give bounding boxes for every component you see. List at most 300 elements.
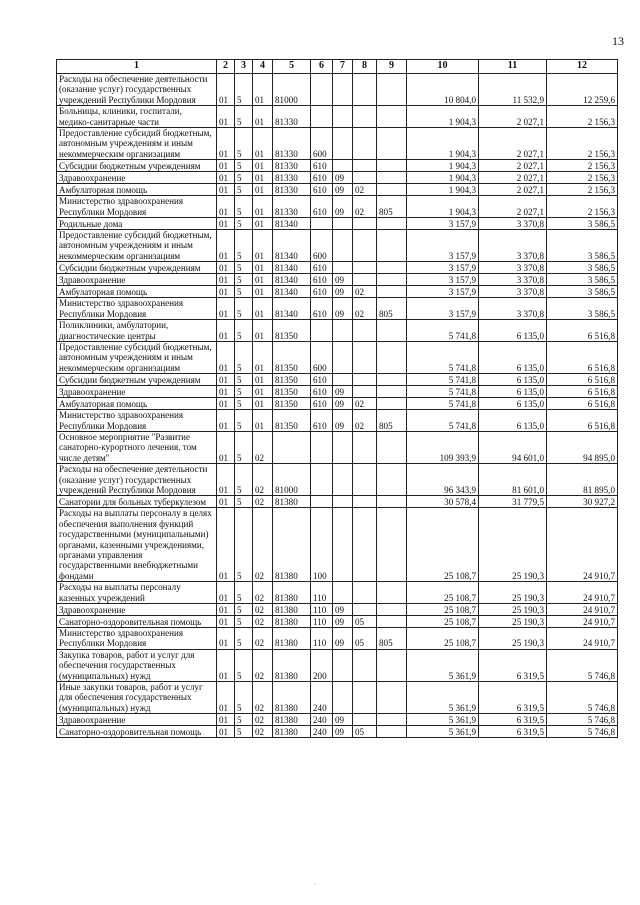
code-cell: 5 xyxy=(235,196,253,218)
code-cell: 81380 xyxy=(273,616,311,628)
amount-cell: 11 532,9 xyxy=(479,74,547,106)
row-description: Субсидии бюджетным учреждениям xyxy=(57,374,217,386)
code-cell: 600 xyxy=(311,341,333,373)
code-cell xyxy=(333,374,353,386)
table-row xyxy=(57,128,618,160)
code-cell: 5 xyxy=(235,160,253,172)
code-cell: 01 xyxy=(217,172,235,184)
code-cell xyxy=(311,464,333,496)
code-cell: 610 xyxy=(311,398,333,410)
amount-cell: 30 578,4 xyxy=(407,496,479,508)
code-cell: 01 xyxy=(253,74,273,106)
code-cell xyxy=(377,172,407,184)
row-description: Министерство здравоохранения Республики Мордовия xyxy=(57,628,217,650)
code-cell: 5 xyxy=(235,341,253,373)
code-cell: 81000 xyxy=(273,74,311,106)
row-description: Санаторно-оздоровительная помощь xyxy=(57,616,217,628)
row-description: Иные закупки товаров, работ и услуг для обеспечения государственных (муниципальных) нужд xyxy=(57,682,217,714)
code-cell: 01 xyxy=(217,410,235,432)
code-cell: 02 xyxy=(353,184,377,196)
code-cell: 610 xyxy=(311,410,333,432)
code-cell: 01 xyxy=(217,386,235,398)
table-row xyxy=(57,218,618,230)
table-row xyxy=(57,320,618,342)
code-cell: 5 xyxy=(235,726,253,738)
code-cell: 02 xyxy=(253,508,273,582)
code-cell: 01 xyxy=(217,374,235,386)
amount-cell: 2 027,1 xyxy=(479,184,547,196)
row-description: Амбулаторная помощь xyxy=(57,398,217,410)
code-cell: 610 xyxy=(311,196,333,218)
column-header: 12 xyxy=(547,60,618,74)
amount-cell: 3 157,9 xyxy=(407,274,479,286)
amount-cell: 5 741,8 xyxy=(407,386,479,398)
budget-table xyxy=(56,59,618,738)
table-row xyxy=(57,508,618,582)
row-description: Санаторно-оздоровительная помощь xyxy=(57,726,217,738)
amount-cell: 6 516,8 xyxy=(547,410,618,432)
code-cell: 01 xyxy=(217,160,235,172)
code-cell: 5 xyxy=(235,714,253,726)
code-cell xyxy=(333,320,353,342)
code-cell: 01 xyxy=(217,106,235,128)
code-cell xyxy=(353,218,377,230)
row-description: Расходы на обеспечение деятельности (оказание услуг) государственных учреждений Республики Мордовия xyxy=(57,74,217,106)
code-cell xyxy=(377,184,407,196)
code-cell xyxy=(333,431,353,463)
code-cell: 01 xyxy=(253,398,273,410)
code-cell: 5 xyxy=(235,74,253,106)
amount-cell: 3 370,8 xyxy=(479,218,547,230)
code-cell: 02 xyxy=(253,714,273,726)
row-description: Расходы на выплаты персоналу в целях обеспечения выполнения функций государственными (муниципальными) органами, казенными учреждениями, органами управления государственными внебюджетными фондами xyxy=(57,508,217,582)
code-cell: 01 xyxy=(217,604,235,616)
code-cell: 01 xyxy=(217,298,235,320)
row-description: Закупка товаров, работ и услуг для обеспечения государственных (муниципальных) нужд xyxy=(57,649,217,681)
code-cell xyxy=(377,274,407,286)
table-row xyxy=(57,298,618,320)
code-cell xyxy=(377,682,407,714)
amount-cell: 1 904,3 xyxy=(407,128,479,160)
code-cell: 81350 xyxy=(273,320,311,342)
code-cell: 01 xyxy=(217,649,235,681)
code-cell: 610 xyxy=(311,160,333,172)
amount-cell: 1 904,3 xyxy=(407,196,479,218)
code-cell: 610 xyxy=(311,386,333,398)
amount-cell: 6 516,8 xyxy=(547,398,618,410)
code-cell xyxy=(333,128,353,160)
code-cell xyxy=(353,604,377,616)
amount-cell: 6 135,0 xyxy=(479,410,547,432)
amount-cell: 3 370,8 xyxy=(479,230,547,262)
row-description: Здравоохранение xyxy=(57,172,217,184)
code-cell: 81350 xyxy=(273,341,311,373)
amount-cell: 2 027,1 xyxy=(479,196,547,218)
code-cell: 610 xyxy=(311,298,333,320)
code-cell: 5 xyxy=(235,410,253,432)
code-cell: 5 xyxy=(235,582,253,604)
code-cell: 610 xyxy=(311,172,333,184)
table-row xyxy=(57,106,618,128)
code-cell xyxy=(377,262,407,274)
amount-cell: 2 156,3 xyxy=(547,128,618,160)
table-row xyxy=(57,262,618,274)
code-cell xyxy=(333,230,353,262)
amount-cell: 3 586,5 xyxy=(547,274,618,286)
amount-cell: 5 746,8 xyxy=(547,726,618,738)
table-row xyxy=(57,649,618,681)
amount-cell: 24 910,7 xyxy=(547,616,618,628)
code-cell: 5 xyxy=(235,628,253,650)
code-cell: 5 xyxy=(235,496,253,508)
code-cell: 81340 xyxy=(273,274,311,286)
code-cell: 01 xyxy=(253,196,273,218)
table-row xyxy=(57,682,618,714)
code-cell xyxy=(353,320,377,342)
code-cell: 01 xyxy=(253,286,273,298)
code-cell: 09 xyxy=(333,410,353,432)
code-cell: 81350 xyxy=(273,374,311,386)
code-cell xyxy=(353,106,377,128)
code-cell: 01 xyxy=(217,184,235,196)
code-cell: 01 xyxy=(217,431,235,463)
code-cell: 02 xyxy=(253,496,273,508)
row-description: Здравоохранение xyxy=(57,386,217,398)
code-cell: 600 xyxy=(311,128,333,160)
code-cell: 110 xyxy=(311,616,333,628)
code-cell: 01 xyxy=(217,128,235,160)
code-cell xyxy=(333,582,353,604)
column-header: 4 xyxy=(253,60,273,74)
code-cell: 610 xyxy=(311,374,333,386)
code-cell xyxy=(333,160,353,172)
code-cell: 01 xyxy=(217,341,235,373)
code-cell: 110 xyxy=(311,582,333,604)
code-cell xyxy=(353,341,377,373)
table-row xyxy=(57,464,618,496)
code-cell: 5 xyxy=(235,320,253,342)
amount-cell: 25 108,7 xyxy=(407,604,479,616)
code-cell: 09 xyxy=(333,274,353,286)
row-description: Здравоохранение xyxy=(57,274,217,286)
code-cell xyxy=(353,374,377,386)
amount-cell: 3 157,9 xyxy=(407,262,479,274)
code-cell: 01 xyxy=(217,196,235,218)
amount-cell: 96 343,9 xyxy=(407,464,479,496)
page-number: 13 xyxy=(612,34,624,48)
code-cell xyxy=(377,508,407,582)
code-cell: 01 xyxy=(253,374,273,386)
table-row xyxy=(57,726,618,738)
code-cell: 5 xyxy=(235,682,253,714)
code-cell: 5 xyxy=(235,616,253,628)
code-cell xyxy=(273,431,311,463)
code-cell: 09 xyxy=(333,286,353,298)
amount-cell: 3 586,5 xyxy=(547,230,618,262)
row-description: Здравоохранение xyxy=(57,714,217,726)
code-cell xyxy=(333,649,353,681)
code-cell xyxy=(353,172,377,184)
table-row xyxy=(57,184,618,196)
amount-cell: 3 157,9 xyxy=(407,298,479,320)
code-cell: 01 xyxy=(253,230,273,262)
amount-cell: 3 157,9 xyxy=(407,218,479,230)
row-description: Расходы на обеспечение деятельности (оказание услуг) государственных учреждений Республики Мордовия xyxy=(57,464,217,496)
amount-cell: 2 156,3 xyxy=(547,184,618,196)
amount-cell: 3 586,5 xyxy=(547,286,618,298)
code-cell: 81340 xyxy=(273,286,311,298)
code-cell: 01 xyxy=(253,262,273,274)
code-cell xyxy=(353,431,377,463)
code-cell: 02 xyxy=(253,431,273,463)
amount-cell: 6 516,8 xyxy=(547,320,618,342)
amount-cell: 1 904,3 xyxy=(407,106,479,128)
code-cell: 610 xyxy=(311,286,333,298)
amount-cell: 1 904,3 xyxy=(407,184,479,196)
code-cell xyxy=(353,160,377,172)
code-cell: 05 xyxy=(353,628,377,650)
code-cell xyxy=(353,582,377,604)
code-cell xyxy=(377,160,407,172)
code-cell xyxy=(377,230,407,262)
amount-cell: 3 586,5 xyxy=(547,218,618,230)
code-cell: 01 xyxy=(253,172,273,184)
table-row xyxy=(57,714,618,726)
amount-cell: 5 746,8 xyxy=(547,714,618,726)
code-cell: 5 xyxy=(235,218,253,230)
code-cell: 610 xyxy=(311,262,333,274)
table-row xyxy=(57,196,618,218)
code-cell xyxy=(353,262,377,274)
row-description: Министерство здравоохранения Республики Мордовия xyxy=(57,298,217,320)
code-cell: 09 xyxy=(333,726,353,738)
row-description: Санатории для больных туберкулезом xyxy=(57,496,217,508)
table-body xyxy=(57,74,618,738)
code-cell: 5 xyxy=(235,398,253,410)
code-cell: 01 xyxy=(217,464,235,496)
amount-cell: 3 370,8 xyxy=(479,262,547,274)
code-cell: 02 xyxy=(353,410,377,432)
code-cell: 81350 xyxy=(273,386,311,398)
amount-cell: 6 319,5 xyxy=(479,714,547,726)
code-cell: 81340 xyxy=(273,298,311,320)
code-cell xyxy=(377,341,407,373)
amount-cell: 2 156,3 xyxy=(547,196,618,218)
code-cell xyxy=(311,320,333,342)
code-cell: 5 xyxy=(235,184,253,196)
code-cell: 01 xyxy=(217,262,235,274)
row-description: Родильные дома xyxy=(57,218,217,230)
amount-cell: 6 516,8 xyxy=(547,341,618,373)
code-cell: 5 xyxy=(235,464,253,496)
code-cell: 5 xyxy=(235,172,253,184)
code-cell: 01 xyxy=(253,184,273,196)
row-description: Предоставление субсидий бюджетным, автономным учреждениям и иным некоммерческим организациям xyxy=(57,128,217,160)
amount-cell: 2 156,3 xyxy=(547,106,618,128)
code-cell: 01 xyxy=(253,218,273,230)
code-cell: 01 xyxy=(217,508,235,582)
code-cell: 02 xyxy=(353,196,377,218)
code-cell: 100 xyxy=(311,508,333,582)
code-cell: 805 xyxy=(377,410,407,432)
code-cell xyxy=(333,218,353,230)
code-cell: 600 xyxy=(311,230,333,262)
row-description: Поликлиники, амбулатории, диагностические центры xyxy=(57,320,217,342)
amount-cell: 94 895,0 xyxy=(547,431,618,463)
table-row xyxy=(57,410,618,432)
table-row xyxy=(57,431,618,463)
amount-cell: 24 910,7 xyxy=(547,604,618,616)
code-cell: 09 xyxy=(333,386,353,398)
amount-cell: 6 319,5 xyxy=(479,726,547,738)
code-cell: 5 xyxy=(235,128,253,160)
code-cell xyxy=(377,431,407,463)
amount-cell: 6 135,0 xyxy=(479,374,547,386)
code-cell: 805 xyxy=(377,298,407,320)
table-row xyxy=(57,374,618,386)
code-cell xyxy=(353,128,377,160)
column-header: 2 xyxy=(217,60,235,74)
code-cell: 01 xyxy=(217,582,235,604)
amount-cell: 24 910,7 xyxy=(547,628,618,650)
code-cell xyxy=(377,726,407,738)
amount-cell: 2 027,1 xyxy=(479,160,547,172)
amount-cell: 1 904,3 xyxy=(407,160,479,172)
amount-cell: 6 135,0 xyxy=(479,341,547,373)
code-cell xyxy=(377,374,407,386)
code-cell xyxy=(333,106,353,128)
code-cell: 02 xyxy=(253,726,273,738)
code-cell: 02 xyxy=(353,298,377,320)
code-cell: 02 xyxy=(253,464,273,496)
table-row xyxy=(57,172,618,184)
code-cell xyxy=(377,649,407,681)
table-row xyxy=(57,616,618,628)
code-cell: 09 xyxy=(333,628,353,650)
code-cell xyxy=(377,714,407,726)
amount-cell: 2 156,3 xyxy=(547,160,618,172)
amount-cell: 10 804,0 xyxy=(407,74,479,106)
code-cell: 02 xyxy=(253,582,273,604)
amount-cell: 2 027,1 xyxy=(479,128,547,160)
code-cell: 01 xyxy=(217,74,235,106)
code-cell xyxy=(377,218,407,230)
code-cell: 240 xyxy=(311,726,333,738)
amount-cell: 25 108,7 xyxy=(407,582,479,604)
code-cell xyxy=(333,496,353,508)
code-cell: 81330 xyxy=(273,172,311,184)
code-cell: 01 xyxy=(217,286,235,298)
code-cell: 01 xyxy=(217,320,235,342)
code-cell: 02 xyxy=(253,649,273,681)
table-row xyxy=(57,386,618,398)
column-header: 9 xyxy=(377,60,407,74)
table-row xyxy=(57,628,618,650)
table-row xyxy=(57,496,618,508)
amount-cell: 109 393,9 xyxy=(407,431,479,463)
code-cell: 02 xyxy=(253,604,273,616)
row-description: Амбулаторная помощь xyxy=(57,184,217,196)
table-row xyxy=(57,341,618,373)
code-cell: 81340 xyxy=(273,218,311,230)
code-cell: 01 xyxy=(253,106,273,128)
code-cell: 09 xyxy=(333,298,353,320)
code-cell xyxy=(377,106,407,128)
row-description: Министерство здравоохранения Республики Мордовия xyxy=(57,410,217,432)
code-cell: 5 xyxy=(235,431,253,463)
code-cell: 01 xyxy=(253,160,273,172)
code-cell: 5 xyxy=(235,386,253,398)
amount-cell: 12 259,6 xyxy=(547,74,618,106)
row-description: Субсидии бюджетным учреждениям xyxy=(57,262,217,274)
code-cell: 805 xyxy=(377,628,407,650)
code-cell: 01 xyxy=(217,218,235,230)
code-cell: 81380 xyxy=(273,496,311,508)
code-cell xyxy=(377,496,407,508)
code-cell: 81380 xyxy=(273,726,311,738)
amount-cell: 2 027,1 xyxy=(479,172,547,184)
amount-cell: 24 910,7 xyxy=(547,508,618,582)
code-cell: 09 xyxy=(333,184,353,196)
code-cell xyxy=(377,128,407,160)
code-cell: 01 xyxy=(253,128,273,160)
code-cell: 01 xyxy=(253,410,273,432)
code-cell: 01 xyxy=(217,274,235,286)
code-cell: 81340 xyxy=(273,262,311,274)
column-header: 5 xyxy=(273,60,311,74)
code-cell: 81380 xyxy=(273,508,311,582)
amount-cell: 3 370,8 xyxy=(479,274,547,286)
code-cell: 610 xyxy=(311,274,333,286)
code-cell xyxy=(353,464,377,496)
amount-cell: 5 741,8 xyxy=(407,341,479,373)
amount-cell: 3 157,9 xyxy=(407,230,479,262)
column-header: 3 xyxy=(235,60,253,74)
code-cell xyxy=(377,604,407,616)
code-cell xyxy=(333,74,353,106)
amount-cell: 5 361,9 xyxy=(407,714,479,726)
column-header: 10 xyxy=(407,60,479,74)
table-row xyxy=(57,398,618,410)
column-header: 11 xyxy=(479,60,547,74)
code-cell: 01 xyxy=(217,398,235,410)
amount-cell: 6 319,5 xyxy=(479,682,547,714)
table-row xyxy=(57,160,618,172)
code-cell: 05 xyxy=(353,616,377,628)
amount-cell: 31 779,5 xyxy=(479,496,547,508)
code-cell: 81330 xyxy=(273,128,311,160)
code-cell xyxy=(377,286,407,298)
amount-cell: 3 157,9 xyxy=(407,286,479,298)
amount-cell: 81 601,0 xyxy=(479,464,547,496)
row-description: Расходы на выплаты персоналу казенных учреждений xyxy=(57,582,217,604)
code-cell: 81350 xyxy=(273,398,311,410)
amount-cell: 25 190,3 xyxy=(479,582,547,604)
code-cell: 09 xyxy=(333,616,353,628)
amount-cell: 5 741,8 xyxy=(407,374,479,386)
code-cell xyxy=(377,464,407,496)
code-cell: 81380 xyxy=(273,582,311,604)
amount-cell: 5 361,9 xyxy=(407,649,479,681)
code-cell: 02 xyxy=(253,628,273,650)
code-cell: 81380 xyxy=(273,682,311,714)
code-cell: 81340 xyxy=(273,230,311,262)
row-description: Основное мероприятие "Развитие санаторно-курортного лечения, том числе детям" xyxy=(57,431,217,463)
code-cell: 81380 xyxy=(273,628,311,650)
code-cell xyxy=(377,74,407,106)
amount-cell: 6 516,8 xyxy=(547,386,618,398)
code-cell: 5 xyxy=(235,508,253,582)
